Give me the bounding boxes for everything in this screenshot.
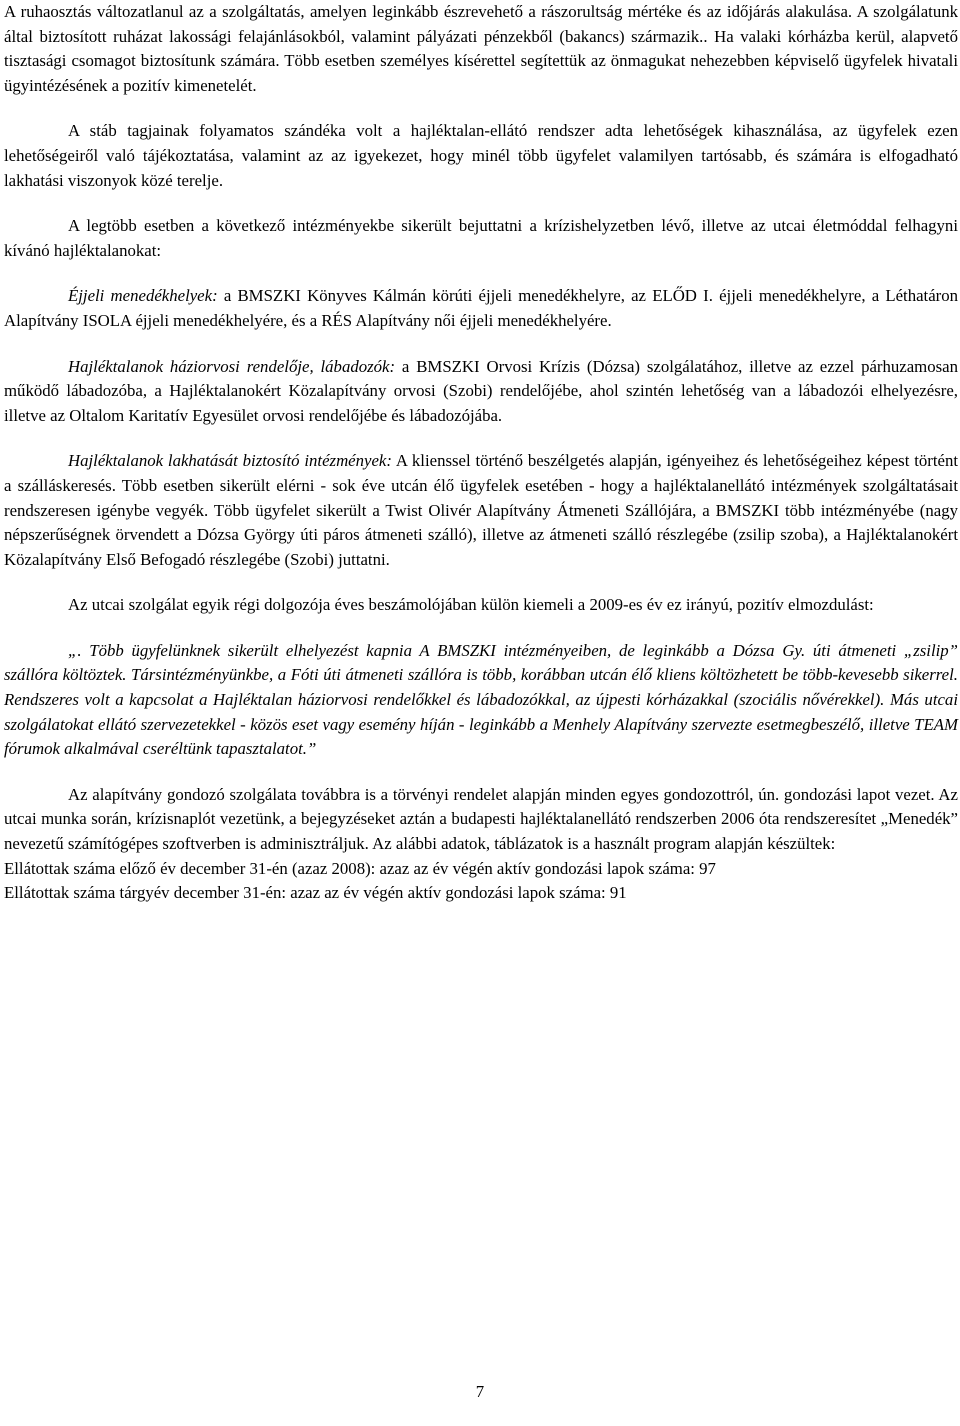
- paragraph-care-records: Az alapítvány gondozó szolgálata továbbra is a törvényi rendelet alapján minden egyes gondozottról, ún. gondozási lapot vezet. Az utcai munka során, krízisnaplót vezetünk, a bejegyzéseket aztán a budapesti hajléktalanellátó rendszerben 2006 óta rendszeresítet „Menedék” nevezetű számítógépes szoftverben is adminisztráljuk. Az alábbi adatok, táblázatok is a használt program alapján készültek:: [4, 784, 958, 854]
- medical-services-label: Hajléktalanok háziorvosi rendelője, lábadozók:: [68, 356, 396, 376]
- paragraph-housing-institutions: [4, 449, 958, 572]
- housing-institutions-text: A klienssel történő beszélgetés alapján, igényeihez és lehetőségeihez képest történt a szálláskeresés. Több esetben sikerült elérni - sok éve utcán élő ügyfelek esetében - hogy a hajléktalanellátó intézmények szolgáltatásait rendszeresen igénybe vegyék. Több ügyfelet sikerült a Twist Olivér Alapítvány Átmeneti Szállójára, a BMSZKI több intézményébe (nagy népszerűségnek örvendett a Dózsa György úti páros átmeneti szálló), illetve az átmeneti szálló részlegébe (zsilip szoba), a Hajléktalanokért Közalapítvány Első Befogadó részlegébe (Szobi) juttatni.: [4, 451, 959, 569]
- night-shelters-label: Éjjeli menedékhelyek:: [68, 286, 218, 306]
- document-page: [4, 0, 958, 906]
- paragraph-clothing-distribution: A ruhaosztás változatlanul az a szolgáltatás, amelyen leginkább észrevehető a rászorultság mértéke és az időjárás alakulása. A szolgálatunk által biztosított ruházat lakossági felajánlásokból, valamint pályázati pénzekből (bakancs) származik.. Ha valaki kórházba kerül, alapvető tisztasági csomagot biztosítunk számára. Több esetben személyes kísérettel segítettük az önmagukat nehezebben képviselő ügyfelek hivatali ügyintézésének a pozitív kimenetelét.: [4, 2, 958, 95]
- stat-current-year: Ellátottak száma tárgyév december 31-én: azaz az év végén aktív gondozási lapok száma: 91: [4, 883, 627, 903]
- quote-block: [4, 639, 958, 762]
- paragraph-institutions-intro: A legtöbb esetben a következő intézményekbe sikerült bejuttatni a krízishelyzetben lévő, illetve az utcai életmóddal felhagyni kívánó hajléktalanokat:: [4, 216, 958, 260]
- housing-institutions-label: Hajléktalanok lakhatását biztosító intézmények:: [68, 451, 392, 471]
- medical-services-text: a BMSZKI Orvosi Krízis (Dózsa) szolgálatához, illetve az ezzel párhuzamosan működő lábadozóba, a Hajléktalanokért Közalapítvány orvosi (Szobi) rendelőjébe, ahol szintén lehetőség van a lábadozói elhelyezésre, illetve az Oltalom Karitatív Egyesület orvosi rendelőjébe és lábadozójába.: [4, 356, 958, 425]
- paragraph-staff-intent: A stáb tagjainak folyamatos szándéka volt a hajléktalan-ellátó rendszer adta lehetőségek kihasználása, az ügyfelek ezen lehetőségeiről való tájékoztatása, valamint az az igyekezet, hogy minél több ügyfelet valamilyen tartósabb, és számára is elfogadható lakhatási viszonyok közé terelje.: [4, 121, 958, 190]
- paragraph-medical-services: [4, 355, 958, 429]
- paragraph-annual-report: Az utcai szolgálat egyik régi dolgozója éves beszámolójában külön kiemeli a 2009-es év ez irányú, pozitív elmozdulást:: [68, 595, 874, 615]
- paragraph-night-shelters: [4, 284, 958, 333]
- page-number: 7: [475, 1382, 485, 1401]
- night-shelters-text: a BMSZKI Könyves Kálmán körúti éjjeli menedékhelyre, az ELŐD I. éjjeli menedékhelyre, a Léthatáron Alapítvány ISOLA éjjeli menedékhelyére, és a RÉS Alapítvány női éjjeli menedékhelyére.: [4, 286, 959, 330]
- quote-text: „. Több ügyfelünknek sikerült elhelyezést kapnia A BMSZKI intézményeiben, de leginkább a Dózsa Gy. úti átmeneti „zsilip” szállóra költöztek. Társintézményünkbe, a Fóti úti átmeneti szállóra is több, korábban utcán élő kliens költözhetett be több-kevesebb sikerrel. Rendszeres volt a kapcsolat a Hajléktalan háziorvosi rendelőkkel és lábadozókkal, az újpesti kórházakkal (szociális nővérekkel). Más utcai szolgálatokat ellátó szervezetekkel - közös eset vagy esemény híján - leginkább a Menhely Alapítvány szervezte esetmegbeszélő, illetve TEAM fórumok alkalmával cseréltünk tapasztalatot.”: [4, 640, 958, 759]
- stat-previous-year: Ellátottak száma előző év december 31-én (azaz 2008): azaz az év végén aktív gondozási lapok száma: 97: [4, 858, 716, 878]
